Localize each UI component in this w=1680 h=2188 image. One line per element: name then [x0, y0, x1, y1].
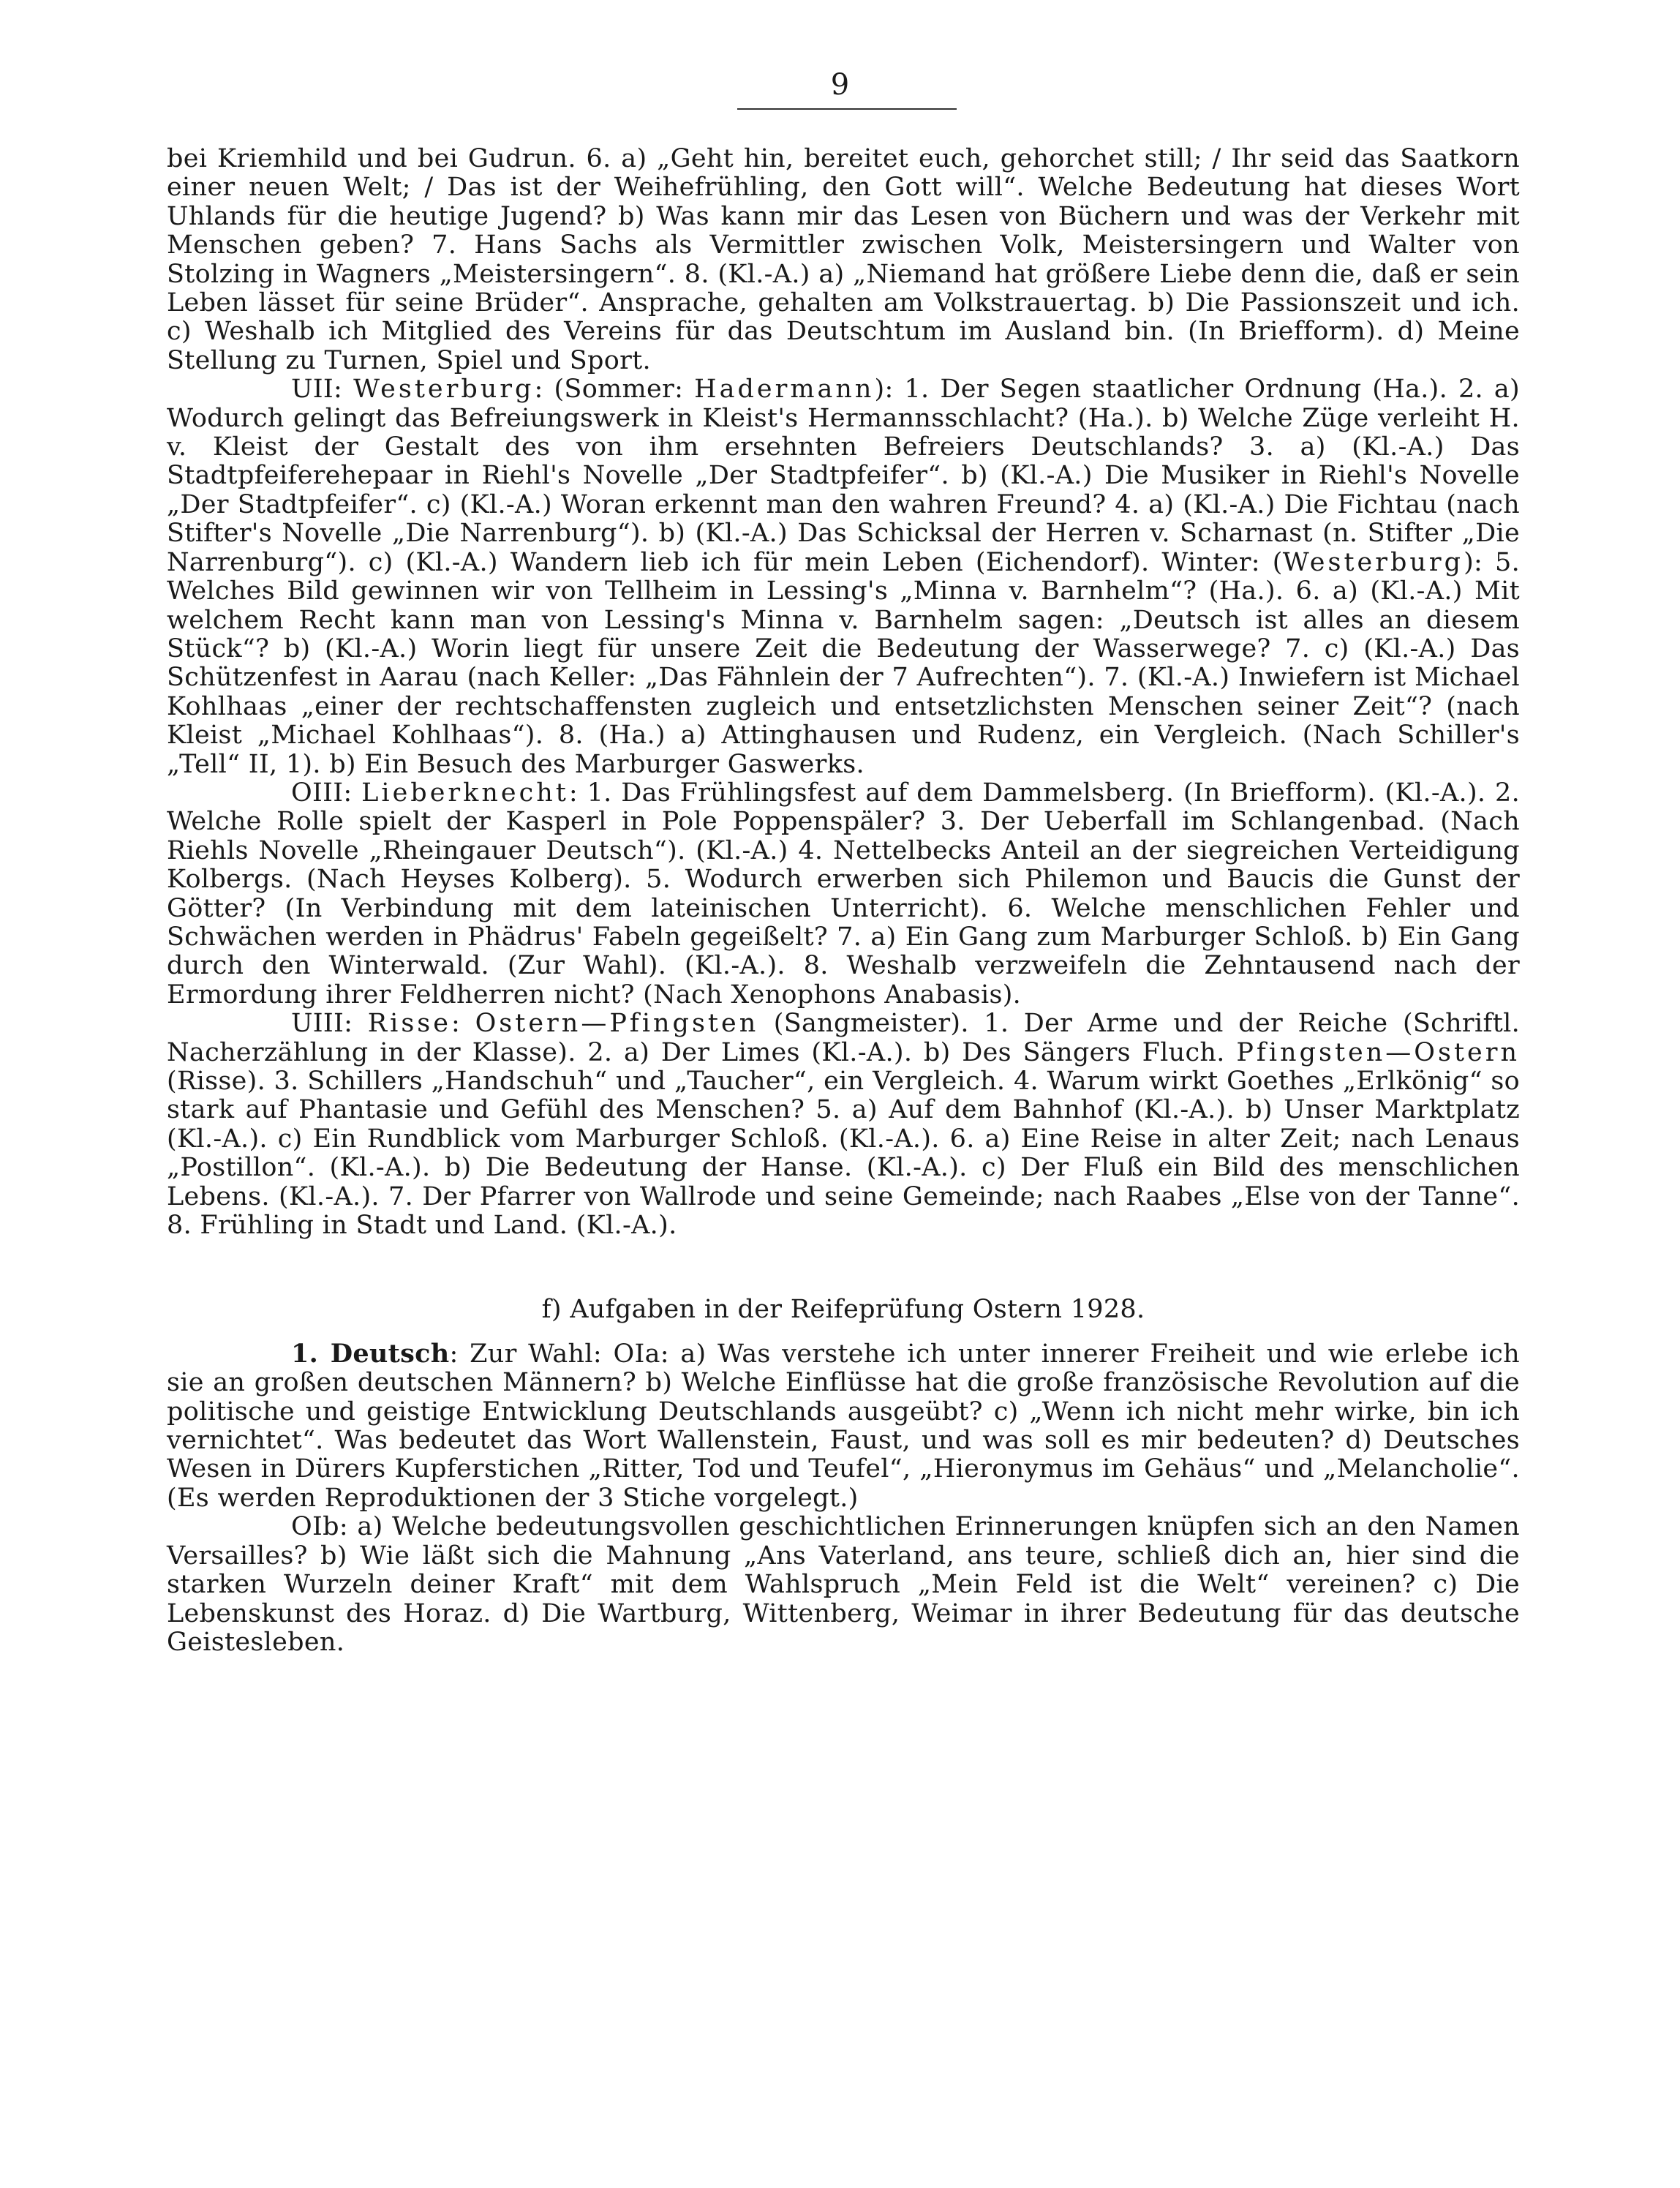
class-label-uiii: UIII: — [291, 1009, 368, 1039]
teacher-name-hadermann: Hadermann — [694, 375, 875, 405]
subject-label-deutsch: 1. Deutsch — [291, 1338, 450, 1369]
teacher-name-westerburg-winter: Westerburg — [1282, 547, 1464, 577]
season-pfingsten-ostern: Pfingsten—Ostern — [1236, 1037, 1520, 1067]
paragraph-uii — [167, 375, 1520, 779]
paragraph-oiii — [167, 779, 1520, 1010]
class-label-oiii: OIII: — [291, 778, 362, 808]
page-number: 9 — [830, 68, 850, 102]
uii-sommer-prefix: : (Sommer: — [534, 375, 695, 405]
paragraph-oii-continuation: bei Kriemhild und bei Gudrun. 6. a) „Geht hin, bereitet euch, gehorchet still; / Ihr seid das Saatkorn einer neuen Welt; / Das ist der Weihefrühling, den Gott will“. Welche Bedeutung hat dieses Wort Uhlands für die heutige Jugend? b) Was kann mir das Lesen von Büchern und was der Verkehr mit Menschen geben? 7. Hans Sachs als Vermittler zwischen Volk, Meistersingern und Walter von Stolzing in Wagners „Meistersingern“. 8. (Kl.-A.) a) „Niemand hat größere Liebe denn die, daß er sein Leben lässet für seine Brüder“. Ansprache, gehalten am Volkstrauertag. b) Die Passionszeit und ich. c) Weshalb ich Mitglied des Vereins für das Deutschtum im Ausland bin. (In Briefform). d) Meine Stellung zu Turnen, Spiel und Sport. — [167, 144, 1520, 375]
paragraph-oib: OIb: a) Welche bedeutungsvollen geschichtlichen Erinnerungen knüpfen sich an den Namen Versailles? b) Wie läßt sich die Mahnung „Ans Vaterland, ans teure, schließ dich an, hier sind die starken Wurzeln deiner Kraft“ mit dem Wahlspruch „Mein Feld ist die Welt“ vereinen? c) Die Lebenskunst des Horaz. d) Die Wartburg, Wittenberg, Weimar in ihrer Bedeutung für das deutsche Geistesleben. — [167, 1512, 1520, 1657]
uiii-text-part2: (Risse). 3. Schillers „Handschuh“ und „Taucher“, ein Vergleich. 4. Warum wirkt Goethes „Erlkönig“ so stark auf Phantasie und Gefühl des Menschen? 5. a) Auf dem Bahnhof (Kl.-A.). b) Unser Marktplatz (Kl.-A.). c) Ein Rundblick vom Marburger Schloß. (Kl.-A.). 6. a) Eine Reise in alter Zeit; nach Lenaus „Postillon“. (Kl.-A.). b) Die Bedeutung der Hanse. (Kl.-A.). c) Der Fluß ein Bild des menschlichen Lebens. (Kl.-A.). 7. Der Pfarrer von Wallrode und seine Gemeinde; nach Raabes „Else von der Tanne“. 8. Frühling in Stadt und Land. (Kl.-A.). — [167, 1067, 1520, 1241]
teacher-name-westerburg: Westerburg — [353, 375, 535, 405]
season-ostern-pfingsten: Ostern—Pfingsten — [475, 1009, 759, 1039]
header-rule — [737, 108, 957, 110]
section-heading: f) Aufgaben in der Reifeprüfung Ostern 1928. — [541, 1295, 1145, 1325]
class-label-uii: UII: — [291, 375, 354, 405]
deutsch-text: : Zur Wahl: OIa: a) Was verstehe ich unter innerer Freiheit und wie erlebe ich sie an großen deutschen Männern? b) Welche Einflüsse hat die große französische Revolution auf die politische und geistige Entwicklung Deutschlands ausgeübt? c) „Wenn ich nicht mehr wirke, bin ich vernichtet“. Was bedeutet das Wort Wallenstein, Faust, und was soll es mir bedeuten? d) Deutsches Wesen in Dürers Kupferstichen „Ritter, Tod und Teufel“, „Hieronymus im Gehäus“ und „Melancholie“. (Es werden Reproduktionen der 3 Stiche vorgelegt.) — [167, 1339, 1520, 1513]
uiii-separator: : — [451, 1009, 475, 1039]
paragraph-uiii — [167, 1010, 1520, 1240]
paragraph-deutsch — [167, 1339, 1520, 1513]
uiii-text-part1: (Sangmeister). 1. Der Arme und der Reiche (Schriftl. Nacherzählung in der Klasse). 2. a) Der Limes (Kl.-A.). b) Des Sängers Fluch. — [167, 1009, 1520, 1067]
uii-text-part2: ): 5. Welches Bild gewinnen wir von Tellheim in Lessing's „Minna v. Barnhelm“? (Ha.). 6. a) (Kl.-A.) Mit welchem Recht kann man von Lessing's Minna v. Barnhelm sagen: „Deutsch ist alles an diesem Stück“? b) (Kl.-A.) Worin liegt für unsere Zeit die Bedeutung der Wasserwege? 7. c) (Kl.-A.) Das Schützenfest in Aarau (nach Keller: „Das Fähnlein der 7 Aufrechten“). 7. (Kl.-A.) Inwiefern ist Michael Kohlhaas „einer der rechtschaffensten zugleich und entsetzlichsten Menschen seiner Zeit“? (nach Kleist „Michael Kohlhaas“). 8. (Ha.) a) Attinghausen und Rudenz, ein Vergleich. (Nach Schiller's „Tell“ II, 1). b) Ein Besuch des Marburger Gaswerks. — [167, 547, 1520, 779]
teacher-name-risse: Risse — [367, 1009, 451, 1039]
oiii-text: : 1. Das Frühlingsfest auf dem Dammelsberg. (In Briefform). (Kl.-A.). 2. Welche Rolle spielt der Kasperl in Pole Poppenspäler? 3. Der Ueberfall im Schlangenbad. (Nach Riehls Novelle „Rheingauer Deutsch“). (Kl.-A.) 4. Nettelbecks Anteil an der siegreichen Verteidigung Kolbergs. (Nach Heyses Kolberg). 5. Wodurch erwerben sich Philemon und Baucis die Gunst der Götter? (In Verbindung mit dem lateinischen Unterricht). 6. Welche menschlichen Fehler und Schwächen werden in Phädrus' Fabeln gegeißelt? 7. a) Ein Gang zum Marburger Schloß. b) Ein Gang durch den Winterwald. (Zur Wahl). (Kl.-A.). 8. Weshalb verzweifeln die Zehntausend nach der Ermordung ihrer Feldherren nicht? (Nach Xenophons Anabasis). — [167, 778, 1521, 1010]
teacher-name-lieberknecht: Lieberknecht — [361, 778, 569, 808]
uii-text-part1: ): 1. Der Segen staatlicher Ordnung (Ha.). 2. a) Wodurch gelingt das Befreiungswerk in Kleist's Hermannsschlacht? (Ha.). b) Welche Züge verleiht H. v. Kleist der Gestalt des von ihm ersehnten Befreiers Deutschlands? 3. a) (Kl.-A.) Das Stadtpfeiferehepaar in Riehl's Novelle „Der Stadtpfeifer“. b) (Kl.-A.) Die Musiker in Riehl's Novelle „Der Stadtpfeifer“. c) (Kl.-A.) Woran erkennt man den wahren Freund? 4. a) (Kl.-A.) Die Fichtau (nach Stifter's Novelle „Die Narrenburg“). b) (Kl.-A.) Das Schicksal der Herren v. Scharnast (n. Stifter „Die Narrenburg“). c) (Kl.-A.) Wandern lieb ich für mein Leben (Eichendorf). Winter: ( — [167, 375, 1520, 577]
body-text — [167, 145, 1520, 1657]
